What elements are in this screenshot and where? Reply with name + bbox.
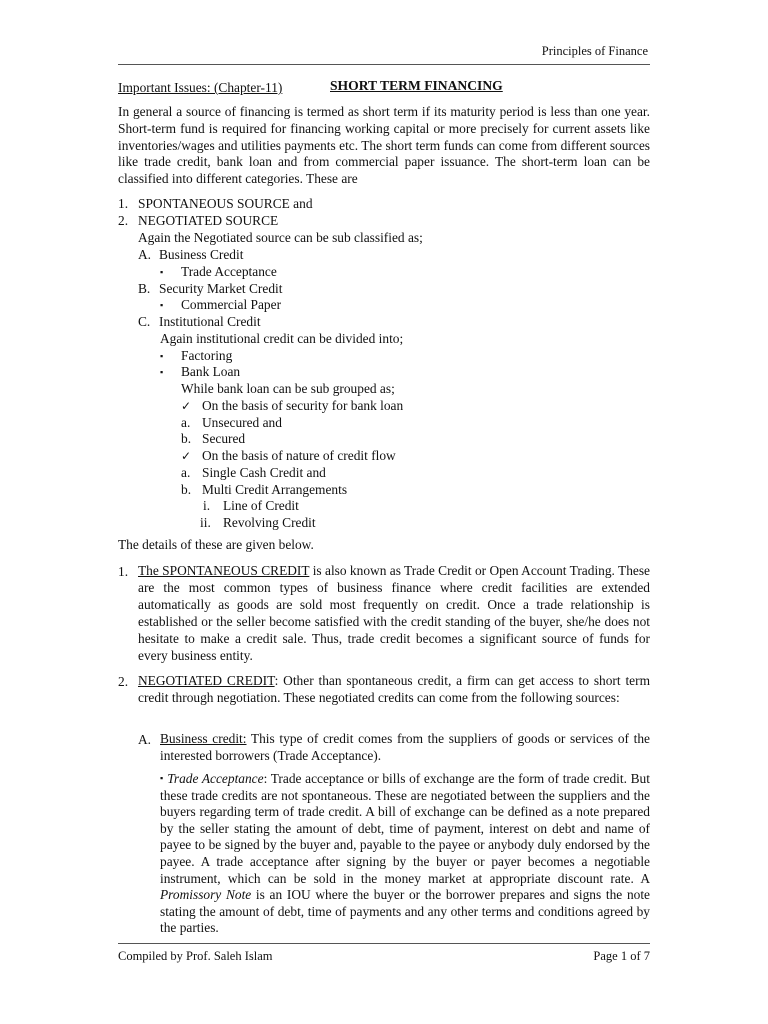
list-item: a. Unsecured and [181, 415, 282, 430]
list-note: Again institutional credit can be divided into; [160, 331, 404, 346]
square-bullet-icon: ▪ [160, 267, 164, 277]
page-number: Page 1 of 7 [593, 949, 650, 963]
intro-paragraph: In general a source of financing is termed as short term if its maturity period is less than one year. Short-term fund is required for financing working capital or more precisely for current assets like inventories/wages and utilities payments etc. The short term funds can come from different sources like trade credit, bank loan and from commercial paper issuance. The short-term loan can be classified into different categories. These are [118, 104, 650, 187]
section-spontaneous-credit: The SPONTANEOUS CREDIT is also known as Trade Credit or Open Account Trading. These are the most common types of business finance where credit facilities are extended automatically as goods are sold most frequently on credit. Once a trade relationship is established or the seller become satisfied with the credit standing of the buyer, she/he does not hesitate to make a credit sale. Thus, trade credit becomes a significant source of funds for every business entity. [138, 563, 650, 663]
title-row [118, 78, 503, 96]
section-number: 1. [118, 564, 129, 579]
list-item: a. Single Cash Credit and [181, 465, 326, 480]
square-bullet-icon: ▪ [160, 773, 164, 783]
list-item: A. Business Credit [138, 247, 244, 262]
list-item: ▪ Commercial Paper [160, 297, 282, 312]
list-item: ✓ On the basis of nature of credit flow [181, 448, 396, 463]
list-item: b. Secured [181, 431, 246, 446]
section-term: The SPONTANEOUS CREDIT [138, 563, 310, 578]
list-item: b. Multi Credit Arrangements [181, 482, 348, 497]
square-bullet-icon: ▪ [160, 351, 164, 361]
checkmark-icon: ✓ [181, 449, 192, 463]
footer-rule [118, 943, 650, 944]
list-item: B. Security Market Credit [138, 281, 283, 296]
trade-acceptance-paragraph: ▪ Trade Acceptance: Trade acceptance or bills of exchange are the form of trade credit. But these trade credits are not spontaneous. These are negotiated between the suppliers and the buyers regarding term of trade credit. A bill of exchange can be defined as a note prepared by the seller stating the amount of debt, time of payment, interest on debt and name of payee to be signed by the buyer and, payable to the payee or anybody duly endorsed by the payee. A trade acceptance after signing by the buyer or payer becomes a negotiable instrument, which can be sold in the money market at appropriate discount rate. A Promissory Note is an IOU where the buyer or the borrower prepares and signs the note stating the amount of debt, time of payments and any other terms and conditions agreed by the parties. [160, 771, 650, 936]
section-business-credit: Business credit: This type of credit comes from the suppliers of goods or services of the interested borrowers (Trade Acceptance). [160, 731, 651, 763]
list-item: ▪ Trade Acceptance [160, 264, 277, 279]
section-term: Business credit: [160, 731, 247, 746]
section-number: A. [138, 732, 152, 747]
section-number: 2. [118, 674, 129, 689]
list-item: 2. NEGOTIATED SOURCE [118, 213, 279, 228]
list-item: C. Institutional Credit [138, 314, 261, 329]
chapter-label: Important Issues: (Chapter-11) [118, 80, 283, 95]
square-bullet-icon: ▪ [160, 367, 164, 377]
section-term: NEGOTIATED CREDIT [138, 673, 275, 688]
running-header: Principles of Finance [541, 44, 648, 58]
checkmark-icon: ✓ [181, 399, 192, 413]
header-rule [118, 64, 650, 65]
section-negotiated-credit: NEGOTIATED CREDIT: Other than spontaneous credit, a firm can get access to short term credit through negotiation. These negotiated credits can come from the following sources: [138, 673, 651, 705]
page-title: SHORT TERM FINANCING [330, 78, 503, 93]
list-item: ✓ On the basis of security for bank loan [181, 398, 404, 413]
list-note: Again the Negotiated source can be sub classified as; [138, 230, 423, 245]
list-item: 1. SPONTANEOUS SOURCE and [118, 196, 313, 211]
list-item: ii. Revolving Credit [200, 515, 316, 530]
details-intro: The details of these are given below. [118, 537, 314, 552]
square-bullet-icon: ▪ [160, 300, 164, 310]
list-note: While bank loan can be sub grouped as; [181, 381, 395, 396]
list-item: i. Line of Credit [203, 498, 299, 513]
list-item: ▪ Factoring [160, 348, 233, 363]
footer-author: Compiled by Prof. Saleh Islam [118, 949, 273, 963]
list-item: ▪ Bank Loan [160, 364, 241, 379]
